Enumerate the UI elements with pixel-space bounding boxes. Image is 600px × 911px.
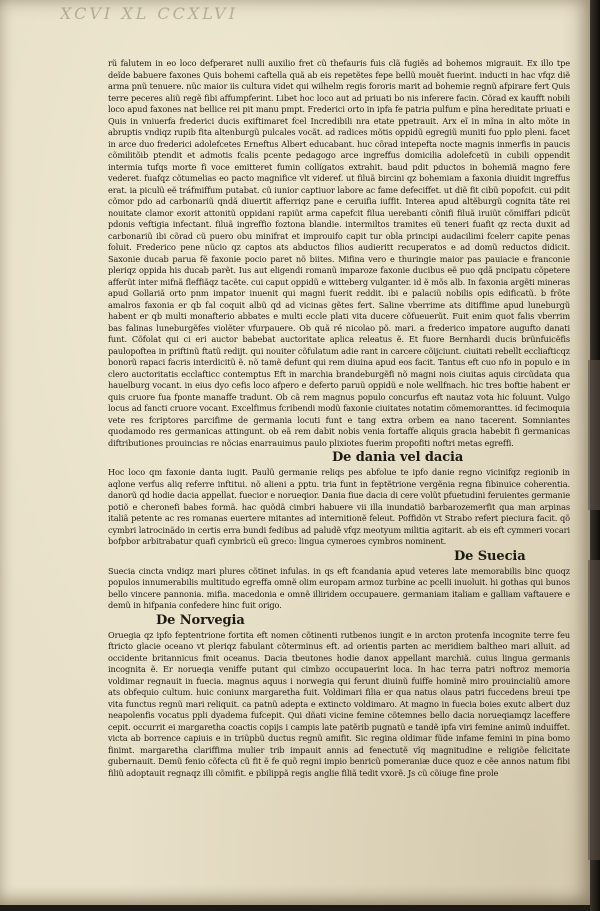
- heading-dania: De dania vel dacia: [332, 450, 464, 465]
- bleed-through-header: XCVI XL CCXLVI: [60, 4, 238, 23]
- paragraph-norvegia: Oruegia qz ipfo feptentrione fortita eft nomen cõtinenti rutbenos iungit e in arcton protenfa incognite terre feu ftricto glacie oceano vt pleriqz fabulant cõterminus eft. ad orientis parten ac meridiem baltheo mari alluit. ad occidente britannicus fmit oceanus. Dacia tbeutones hodie danox appellant marchiã. cuius lingua germanis incognita ẽ. Er norueqia veniffe putant qui cimbzo occupauerint loca. In hac terra patri noftroz memoria voldimar regnauit in fuecia. magnus aquus i norwegia qui ferunt diuinũ fuiffe hominẽ miro prouincialiũ amore ats obfequio cultum. huic coniunx margaretha fuit. Voldimari filia er qua natus olaus patri fuccedens breui tpe vita functus regnũ mari reliquit. ca patnũ adepta e extincto voldimaro. At magno in fuecia boies exutc albert duz neapolenfis vocatus ppli dyadema fufcepit. Qui dñati vicine femine cõtemnes bello dacia norueqiamqz laceffere cepit. occurrit ei margaretha coactis copijs i campis late patẽrib pugnatũ e tandẽ ipfa viri femine animũ induiffet. victa ab borrence capiuis e in triũpbũ ductus regnũ amifit. Sic regina oldimar fũde infame femini in pina bomo finimt. margaretha clariffima mulier trib impauit annis ad fenectutẽ vĩq magnitudine e religiõe felicitate gubernauit. Demũ fenio cõfecta cũ fit ẽ fe quõ regni impio benricũ pomeraniæ duce quoz e cẽe annos natum fibi filiũ adoptauit regnaqz illi cõmifit. e pbilippã regis anglie filiã tedit vxorẽ. Js cũ cõiuge fine prole: [108, 629, 570, 778]
- paragraph-dania: Hoc loco qm faxonie danta iugit. Paulũ germanie reliqs pes abfolue te ipfo danie regno vicinifqz regionib in aqlone verfus aliq referre inftitui. nõ alieni a pptu. tria funt in feptẽtrione vergẽnia regna fibinuice coherentia. danorũ qd hodie dacia appellat. fuecior e norueqior. Dania fiue dacia di cere volũt pfuetudini feruientes germanie potiõ e cheronefi babes formã. hac quõdã cimbri habuere vii illa inundatiõ barbarozemerfit qua man arpinas italiã petente ac res romanas euertere mitantes ad internitionẽ feleut. Poffidõn vt Strabo refert pieciura facit. qõ cymbri latrocinãdo in certis erra bundi fedibus ad paludẽ vfqz meotyum militia agitarit. ab eis eft cymmeri vocari bofpbor arbitrabatur quafi cymbricũ eũ greco: lingua cymeroes cymbros nominent.: [108, 467, 570, 546]
- paragraph-suecia: Suecia cincta vndiqz mari plures cõtinet infulas. in qs eft fcandania apud veteres late memorabilis binc quoqz populos innumerabilis multitudo egreffa omnẽ olim europam armoz turbine ac pcelli inuoluit. hi gothas qui bunos bello vincere pannonia. mifia. macedonia e omnẽ illiridem occupauere. germaniam italiam e galliam vaftauere e demũ in hifpania confedere hinc fuit origo.: [108, 565, 570, 610]
- paragraph-saxonia: rũ falutem in eo loco defperaret nulli auxilio fret cũ thefauris fuis clã fugiẽs ad bohemos migrauit. Ex illo tpe deĩde babuere faxones Quis bohemi caftella quã ab eis repetẽtes fepe bellũ mouẽt fuerint. inducti in hac vfqz diẽ arma pnũ tenuere. nũc maior iis cultura videt qui wilhelm regis fororis marit ad bohemie regnũ afpirare fert Quis terre peceres aliũ regẽ fibi affumpferint. Libet hoc loco aut ad priuati bo nis inferere facin. Cõrad ex kaufft nobili loco apud faxones nat bellice rei pit manu pmpt. Frederici orto in ipfa fe patria pulfum e pĩna hereditate priuati e Quis in vniuerfa frederici ducis exiftimaret fcel Incredibili nra etate ppetrauit. Arx eĩ in mĩna in alto mõte in abruptis vndiqz rupib fita altenburgũ pulcales vocãt. ad radices mõtis oppidũ egregiũ muniti fuo pplo pleni. facet in arce duo frederici adolefcetes Erneftus Albert educabant. huc cõrad intepefta nocte magnis inmerfis in paucis cõmilitõib ptendit et admotis fcalis pcente pedagogo arce ingreffus domicilia adolefcetũ in cubili oppendit intermia tufqs morte fi voce emitteret fumin collígatos extrahit. baud pdit pductos in bohemiã magno fere vederet. fuafqz cõtumelias eo pacto magnifice vlt videref. ut filuã bircini qz bohemiam a faxonia diuidit ingreffus erat. ia piculũ eẽ tráfmiffum putabat. cũ iunior captiuor labore ac fame defeciffet. ut diẽ fit cibũ popofcit. cui pdit cõmor pdo ad carbonariũ qndã diuertit afferriqz pane e ceruifia iuffit. Interea apud altẽburgũ cognita tãte rei nouitate clamor exorit attonitũ oppidani rapiũt arma capefcit filua uerebanti cõnifi filuã iruiũt cõmiffari pdicũt pdonis veftigia infectant. filuã ingreffio foztona blandie. intermiltos tramites eũ teneri fuafit qz recta duxit ad carbonariũ ibi cõrad cũ puero obu minifrat et improuifo capit tur obla principi audacilimi fcelerr capite penas foluit. Frederico pene nũcio qz captos ats abductos filios audieritt recuperatos e ad domũ reductos didicit. Saxonie ducab parua fẽ faxonie pocio paret nõ biites. Mifina vero e thuringie maior pas pauiacie e franconie pleriqz oppida his ducab parẽt. Ius aut eligendi romanũ imparoze faxonie ducibus eẽ puo qdã pncipatu cõpetere afferũt inter mifnã fleffiãqz tacẽte. cui caput oppidũ e witteberg vulganter. id ẽ mõs alb. In faxonia argẽti mineras apud Gollariã orto pnm impator inuenit qui magni fuerit reddit. ibi e palaciũ nobilis opis edificatũ. b frõte amalros faxonia er qb fal coquit albũ qd ad vicinas gẽtes fert. Saline vberrime ats ditiffime apud luneburgũ habent er qb multi monafterio abbates e multi eccle plati vita ducere cõfueuerũt. Fuit enim quot falis vberrim bas falinas luneburgẽfes violẽter vfurpauere. Ob quã ré nicolao põ. mari. a frederico impatore augufto danati funt. Cõfolat qui ci eri auctor babebat auctoritate aplica releatus ẽ. Et fuore Bernhardi ducis brũnfuicẽfis paulopoftea in priftinũ ftatũ redijt. qui nouiter cõfulatum adie rant in carcere cõijciunt. ciuitati rebellt eccliafticqz bonorũ rapaci facris interdicitũ ẽ. nõ tamẽ defunt qui rem diuina apud eos facit. Tantus eft cuo nfo in populo e in clero auctoritatis ecclafticc contemptus Eft in marchia brandeburgẽfi nõ magni nois ciuitas aquis circũdata qua hauelburg vocant. in eius dyo cefis loco afpero e deferto paruũ oppidũ e nole wellfnach. hic tres boftie habent er quis cruore fua fponte manaffe tradunt. Ob cã rem magnus populo concurfus eft nautaz vota hic foluunt. Vulgo locus ad fancti cruore vocant. Excelfimus fcribendi modũ faxonie ciuitates notatim cõmemoranttes. id fecimoquia vete res fcriptores parcifime de germania locuti funt e tang extra orbem ea nano tacerent. Somniantes quodamodo res germanicas attingunt. ob eã rem dabit nobis venia fortaffe aliquis gracia habebit fi germanicas diftributiones prouincias re nõcias enarrauimus paulo plixiotes fuerim propofiti noftri metas egreffi.: [108, 58, 570, 448]
- facing-page-illustration-fragment: [588, 360, 600, 510]
- heading-suecia: De Suecia: [454, 548, 526, 564]
- facing-page-illustration-fragment-lower: [588, 560, 600, 860]
- text-column: [108, 58, 570, 779]
- heading-norvegia: De Norvegia: [156, 612, 245, 628]
